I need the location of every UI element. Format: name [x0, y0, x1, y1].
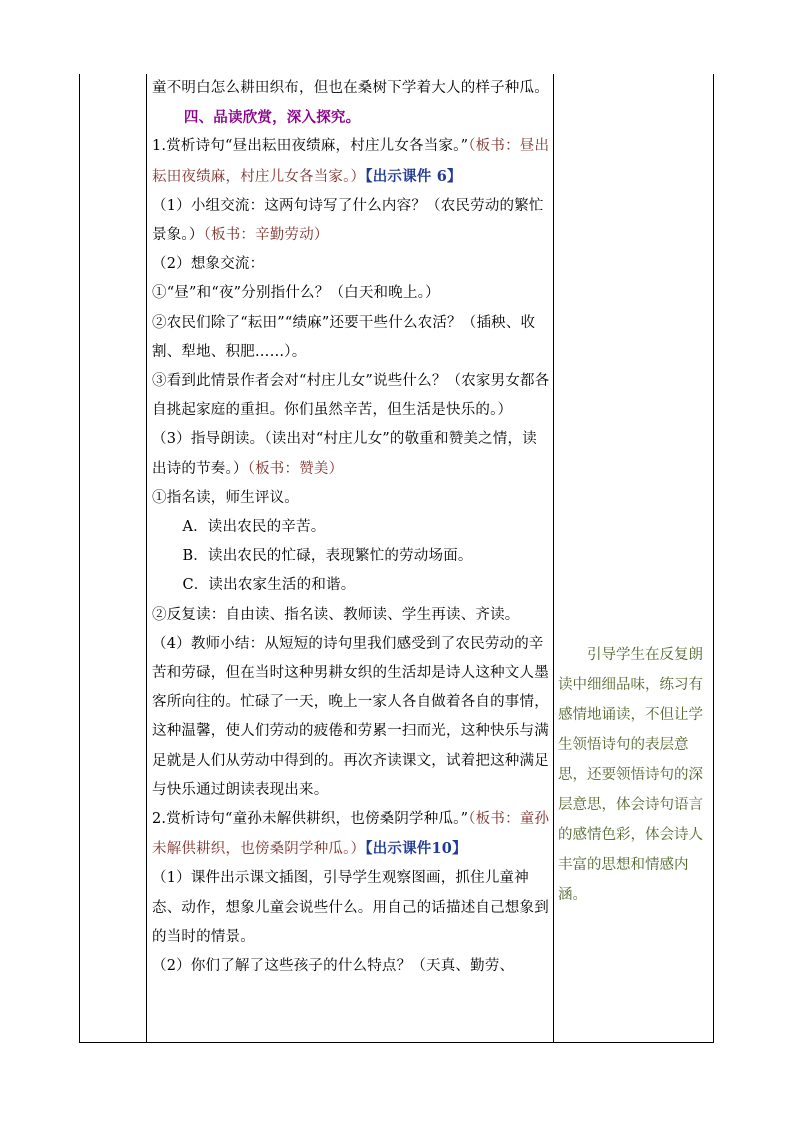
table-divider-2 — [553, 74, 554, 1043]
note-highlight: 地 — [587, 707, 602, 723]
table-border-right — [713, 74, 714, 1043]
table-border-left — [79, 74, 80, 1043]
question-3 — [152, 425, 550, 483]
note-before: 引导学生在反复朗读中细细品味，练习有感情 — [558, 647, 703, 723]
question-2-b: ②农民们除了“耘田”“绩麻”还要干些什么农活？（插秧、收割、犁地、积肥……）。 — [152, 314, 536, 360]
question-2-c: ③看到此情景作者会对“村庄儿女”说些什么？（农家男女都各自挑起家庭的重担。你们虽然辛苦，但生活是快乐的。） — [152, 373, 550, 419]
option-b: B．读出农民的忙碌，表现繁忙的劳动场面。 — [182, 548, 473, 565]
question-2: （2）想象交流： — [152, 256, 265, 273]
item-1-board-note: （板书：昼出耘田夜绩麻，村庄儿女各当家。） — [152, 138, 550, 185]
item-2-board-note: （板书：童孙未解供耕织，也傍桑阴学种瓜。） — [152, 811, 550, 858]
option-c: C．读出农家生活的和谐。 — [182, 577, 356, 594]
question-3-b: ②反复读：自由读、指名读、教师读、学生再读、齐读。 — [152, 606, 520, 623]
question-3-a: ①指名读，师生评议。 — [152, 489, 299, 506]
question-1 — [152, 192, 550, 250]
reading-2: （2）你们了解了这些孩子的什么特点？（天真、勤劳、 — [152, 958, 515, 975]
design-intent-text — [558, 640, 712, 910]
question-3-text: （3）指导朗读。（读出对“村庄儿女”的敬重和赞美之情，读出诗的节奏。） — [152, 431, 537, 477]
question-1-board-note: （板书：辛勤劳动） — [203, 227, 329, 244]
table-border-bottom — [79, 1042, 714, 1043]
item-1-courseware: 【出示课件 6】 — [365, 167, 462, 185]
teacher-summary: （4）教师小结：从短短的诗句里我们感受到了农民劳动的辛苦和劳碌，但在当时这种男耕女织的生活却是诗人这种文人墨客所向往的。忙碌了一天，晚上一家人各自做着各自的事情，这种温馨，使人们劳动的疲倦和劳累一扫而光，这种快乐与满足就是人们从劳动中得到的。再次齐读课文，试着把这种满足与快乐通过朗读表现出来。 — [152, 635, 549, 798]
table-divider-1 — [146, 74, 147, 1043]
item-2-courseware: 【出示课件10】 — [365, 840, 467, 858]
section-heading: 四、品读欣赏，深入探究。 — [183, 109, 361, 127]
question-2-a: ①“昼”和“夜”分别指什么？（白天和晚上。） — [152, 285, 440, 302]
question-1-text: （1）小组交流：这两句诗写了什么内容？（农民劳动的繁忙景象。） — [152, 197, 544, 244]
reading-1: （1）课件出示课文插图，引导学生观察图画，抓住儿童神态、动作，想象儿童会说些什么。用自己的话描述自己想象到的当时的情景。 — [152, 870, 549, 945]
item-2 — [152, 805, 550, 864]
paragraph-continued: 童不明白怎么耕田织布，但也在桑树下学着大人的样子种瓜。 — [152, 80, 549, 96]
note-after: 诵读，不但让学生领悟诗句的表层意思，还要领悟诗句的深层意思，体会诗句语言的感情色彩，体会诗人丰富的思想和情感内涵。 — [558, 707, 703, 903]
item-1-text: 1.赏析诗句“昼出耘田夜绩麻，村庄儿女各当家。” — [152, 138, 469, 155]
design-intent-cell — [558, 640, 712, 910]
option-a: A．读出农民的辛苦。 — [182, 519, 326, 536]
item-1 — [152, 132, 550, 191]
question-3-board-note: （板书：赞美） — [247, 460, 344, 477]
item-2-text: 2.赏析诗句“童孙未解供耕织，也傍桑阴学种瓜。” — [152, 811, 469, 828]
lesson-content-cell — [152, 74, 550, 1042]
